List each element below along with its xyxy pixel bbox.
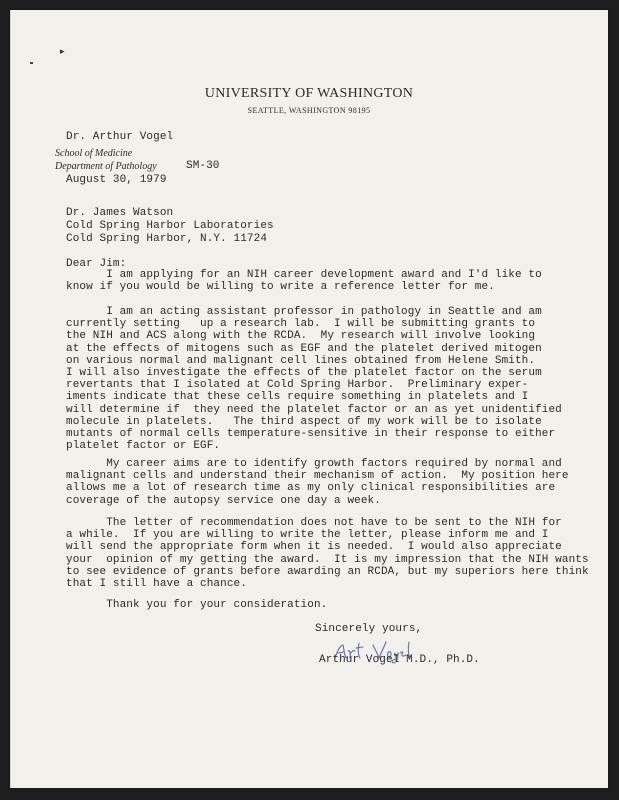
letter-page (10, 10, 608, 788)
sender-name: Dr. Arthur Vogel (66, 131, 174, 143)
sender-school: School of Medicine (55, 148, 133, 159)
sender-department: Department of Pathology (55, 161, 157, 172)
salutation: Dear Jim: (66, 258, 127, 270)
signer-name: Arthur Vogel M.D., Ph.D. (319, 654, 480, 666)
scan-speck (30, 62, 33, 64)
scan-mark: ▸ (60, 46, 65, 56)
paragraph-1: I am applying for an NIH career development award and I'd like to know if you would be willing to write a reference letter for me. (66, 269, 542, 294)
page-edge (10, 10, 11, 788)
letter-date: August 30, 1979 (66, 174, 167, 186)
recipient-name: Dr. James Watson (66, 207, 174, 219)
recipient-address: Cold Spring Harbor, N.Y. 11724 (66, 233, 268, 245)
letterhead-city: SEATTLE, WASHINGTON 98195 (247, 106, 371, 115)
closing: Sincerely yours, (315, 623, 423, 635)
paragraph-3: My career aims are to identify growth factors required by normal and malignant cells and understand their mechanism of action. My position here allows me a lot of research time as my only clinical responsibilities are coverage of the autopsy service one day a week. (66, 458, 569, 507)
mail-stop: SM-30 (186, 160, 220, 172)
paragraph-2: I am an acting assistant professor in pathology in Seattle and am currently setting up a research lab. I will be submitting grants to the NIH and ACS along with the RCDA. My research will involve looking at the effects of mitogens such as EGF and the platelet derived mitogen on various normal and malignant cell lines obtained from Helene Smith. I will also investigate the effects of the platelet factor on the serum revertants that I isolated at Cold Spring Harbor. Preliminary exper- iments indicate that these cells require something in platelets and I will determine if they need the platelet factor or an as yet unidentified molecule in platelets. The third aspect of my work will be to isolate mutants of normal cells temperature-sensitive in their response to either platelet factor or EGF. (66, 306, 562, 453)
paragraph-5: Thank you for your consideration. (66, 599, 328, 611)
recipient-organization: Cold Spring Harbor Laboratories (66, 220, 274, 232)
letterhead-university: UNIVERSITY OF WASHINGTON (204, 86, 414, 101)
paragraph-4: The letter of recommendation does not have to be sent to the NIH for a while. If you are willing to write the letter, please inform me and I will send the appropriate form when it is needed. I would also appreciate your opinion of my getting the award. It is my impression that the NIH wants to see evidence of grants before awarding an RCDA, but my superiors here think that I still have a chance. (66, 517, 589, 591)
